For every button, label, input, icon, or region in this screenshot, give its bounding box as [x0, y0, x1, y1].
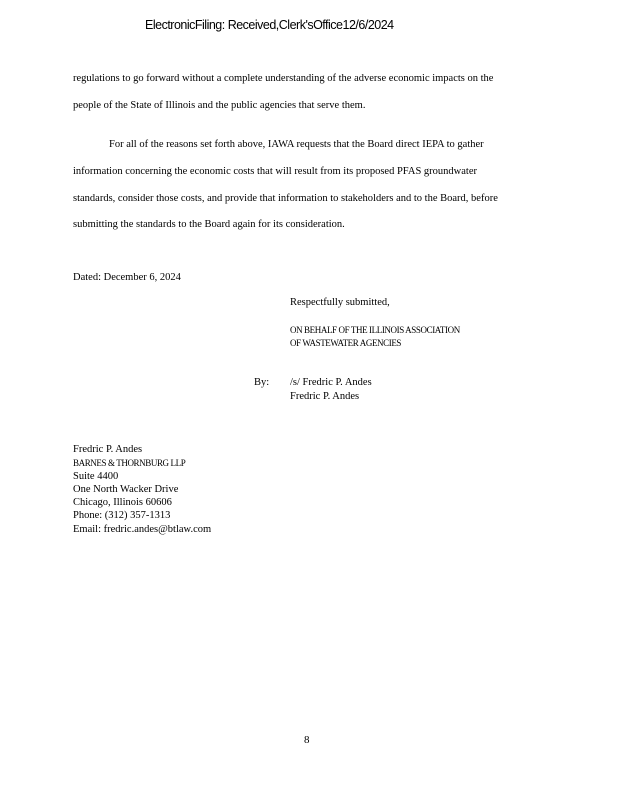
contact-street: One North Wacker Drive	[73, 484, 179, 495]
signer-name: Fredric P. Andes	[290, 391, 360, 402]
contact-city: Chicago, Illinois 60606	[73, 497, 172, 508]
closing-text: Respectfully submitted,	[290, 297, 390, 308]
paragraph1-line2: people of the State of Illinois and the public agencies that serve them.	[73, 100, 366, 111]
electronic-filing-stamp: ElectronicFiling: Received,Clerk'sOffice12/6/2024	[145, 18, 394, 32]
contact-firm: BARNES & THORNBURG LLP	[73, 458, 186, 468]
contact-phone: Phone: (312) 357-1313	[73, 510, 171, 521]
contact-email: Email: fredric.andes@btlaw.com	[73, 524, 212, 535]
by-label: By:	[254, 377, 270, 388]
electronic-signature: /s/ Fredric P. Andes	[290, 377, 372, 388]
paragraph2-line3: standards, consider those costs, and provide that information to stakeholders and to the Board, before	[73, 193, 498, 204]
paragraph2-line1: For all of the reasons set forth above, IAWA requests that the Board direct IEPA to gather	[109, 139, 484, 150]
on-behalf-line2: OF WASTEWATER AGENCIES	[290, 338, 402, 348]
paragraph2-line4: submitting the standards to the Board again for its consideration.	[73, 219, 345, 230]
on-behalf-line1: ON BEHALF OF THE ILLINOIS ASSOCIATION	[290, 325, 460, 335]
dated-line: Dated: December 6, 2024	[73, 272, 181, 283]
paragraph1-line1: regulations to go forward without a complete understanding of the adverse economic impacts on the	[73, 73, 494, 84]
paragraph2-line2: information concerning the economic costs that will result from its proposed PFAS groundwater	[73, 166, 477, 177]
contact-name: Fredric P. Andes	[73, 444, 143, 455]
page-number: 8	[304, 734, 310, 746]
contact-suite: Suite 4400	[73, 471, 119, 482]
